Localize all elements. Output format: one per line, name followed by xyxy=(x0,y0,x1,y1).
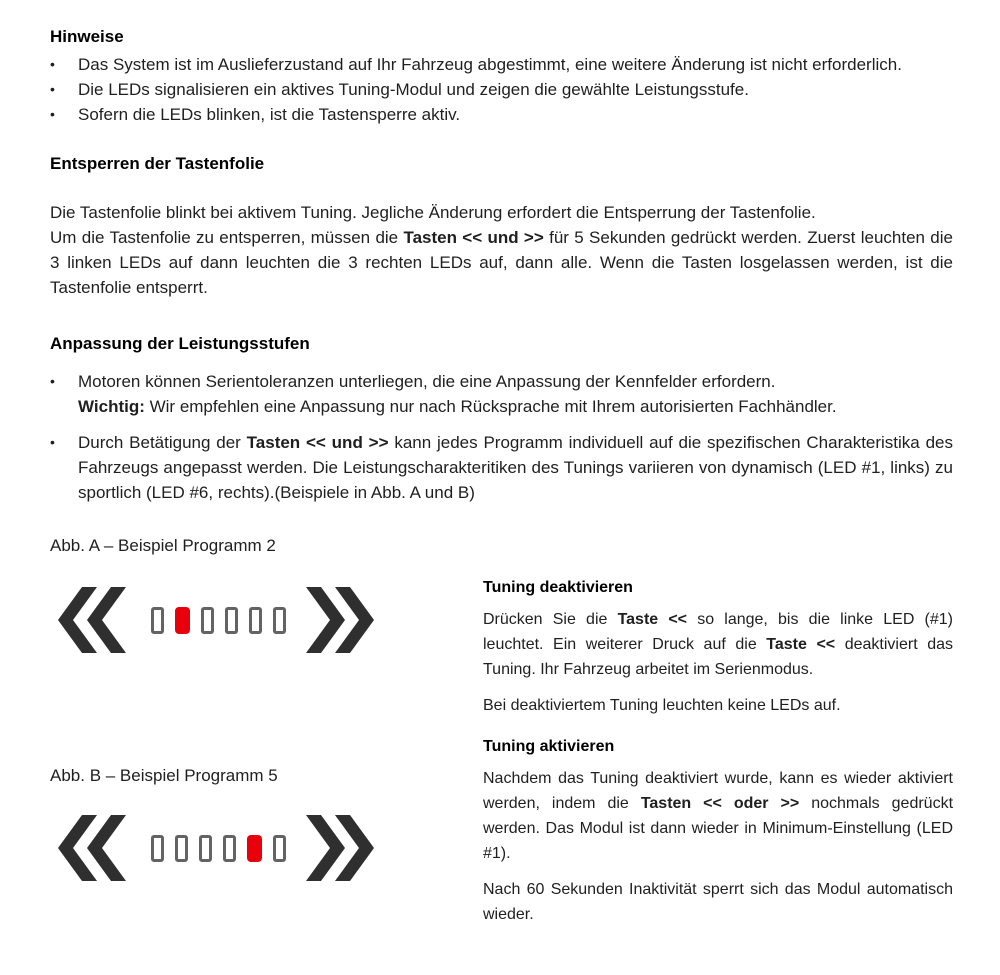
figure-a xyxy=(50,533,483,653)
led-3 xyxy=(199,835,212,862)
bullet-icon: • xyxy=(50,373,55,389)
double-chevron-right-icon xyxy=(306,587,374,653)
tuning-deaktivieren-heading: Tuning deaktivieren xyxy=(483,579,633,596)
bold-text-segment: Taste << xyxy=(766,636,836,653)
text-segment: Durch Betätigung der xyxy=(78,433,247,452)
tuning-aktivieren-note: Nach 60 Sekunden Inaktivität sperrt sich das Modul automatisch wieder. xyxy=(483,881,953,923)
section-anpassung xyxy=(50,331,953,505)
list-item xyxy=(50,52,953,77)
led-2 xyxy=(175,835,188,862)
figure-b-label: Abb. B – Beispiel Programm 5 xyxy=(50,766,278,785)
led-row xyxy=(151,835,286,862)
bold-text-segment: Wichtig: xyxy=(78,397,145,416)
double-chevron-right-icon xyxy=(306,815,374,881)
tuning-column xyxy=(483,575,953,927)
led-6 xyxy=(273,835,286,862)
hinweise-bullet-3: Sofern die LEDs blinken, ist die Tastensperre aktiv. xyxy=(78,105,461,124)
section-entsperren xyxy=(50,151,953,300)
led-3 xyxy=(201,607,214,634)
bold-text-segment: Tasten << oder >> xyxy=(640,795,800,812)
entsperren-line-1: Die Tastenfolie blinkt bei aktivem Tuning. Jegliche Änderung erfordert die Entsperrung der Tastenfolie. xyxy=(50,203,816,222)
led-5-active xyxy=(247,835,262,862)
figures-column xyxy=(50,533,483,927)
bold-text-segment: Taste << xyxy=(617,611,688,628)
anpassung-bullet-2 xyxy=(78,430,953,505)
entsperren-paragraph xyxy=(50,200,953,300)
led-5 xyxy=(249,607,262,634)
tuning-aktivieren-heading: Tuning aktivieren xyxy=(483,738,615,755)
text-segment: nochmals gedrückt werden. Das Modul ist dann wieder in Minimum-Einstellung (LED #1). xyxy=(483,795,954,862)
figure-a-label: Abb. A – Beispiel Programm 2 xyxy=(50,536,276,555)
tuning-deaktivieren-note: Bei deaktiviertem Tuning leuchten keine LEDs auf. xyxy=(483,697,841,714)
anpassung-bullet-1-line-1: Motoren können Serientoleranzen unterliegen, die eine Anpassung der Kennfelder erfordern. xyxy=(78,372,776,391)
two-column-zone xyxy=(50,533,953,927)
led-2-active xyxy=(175,607,190,634)
double-chevron-left-icon xyxy=(58,587,126,653)
figure-b-graphic xyxy=(58,815,483,881)
tuning-aktivieren-paragraph xyxy=(483,766,953,866)
hinweise-bullet-2: Die LEDs signalisieren ein aktives Tuning-Modul und zeigen die gewählte Leistungsstufe. xyxy=(78,80,749,99)
bold-text-segment: Tasten << und >> xyxy=(403,228,544,247)
text-segment: Um die Tastenfolie zu entsperren, müssen die xyxy=(50,228,404,247)
list-item xyxy=(50,102,953,127)
text-segment: Nachdem das Tuning deaktiviert wurde, kann es wieder aktiviert werden, indem die xyxy=(483,770,953,812)
bullet-icon: • xyxy=(50,56,55,72)
bold-text-segment: Tasten << und >> xyxy=(246,433,389,452)
bullet-icon: • xyxy=(50,81,55,97)
hinweise-heading: Hinweise xyxy=(50,27,124,46)
text-segment: kann jedes Programm individuell auf die spezifischen Charakteristika des Fahrzeugs angepasst werden. Die Leistungscharakteritiken des Tunings variieren von dynamisch (LED #1, links) zu sportlich (LED #6, rechts).(Beispiele in Abb. A und B) xyxy=(78,433,953,502)
bullet-icon: • xyxy=(50,106,55,122)
section-hinweise xyxy=(50,24,953,127)
led-1 xyxy=(151,835,164,862)
led-row xyxy=(151,607,286,634)
entsperren-line-2 xyxy=(50,225,953,300)
double-chevron-left-icon xyxy=(58,815,126,881)
text-segment: so lange, bis die linke LED (#1) leuchtet. Ein weiterer Druck auf die xyxy=(483,611,953,653)
anpassung-bullet-1-line-2 xyxy=(78,394,953,419)
hinweise-bullet-1: Das System ist im Auslieferzustand auf Ihr Fahrzeug abgestimmt, eine weitere Änderung ist nicht erforderlich. xyxy=(78,55,902,74)
figure-a-graphic xyxy=(58,587,483,653)
led-4 xyxy=(223,835,236,862)
figure-b xyxy=(50,763,483,881)
anpassung-bullet-1 xyxy=(78,369,953,419)
entsperren-heading: Entsperren der Tastenfolie xyxy=(50,154,265,173)
text-segment: Drücken Sie die xyxy=(483,611,618,628)
text-segment: für 5 Sekunden gedrückt werden. Zuerst leuchten die 3 linken LEDs auf dann leuchten die 3 rechten LEDs auf, dann alle. Wenn die Tasten losgelassen werden, ist die Tastenfolie entsperrt. xyxy=(50,228,953,297)
text-segment: deaktiviert das Tuning. Ihr Fahrzeug arbeitet im Serienmodus. xyxy=(483,636,954,678)
anpassung-heading: Anpassung der Leistungsstufen xyxy=(50,334,310,353)
text-segment: Wir empfehlen eine Anpassung nur nach Rücksprache mit Ihrem autorisierten Fachhändler. xyxy=(144,397,837,416)
tuning-deaktivieren-paragraph xyxy=(483,607,953,682)
list-item xyxy=(50,77,953,102)
led-4 xyxy=(225,607,238,634)
list-item xyxy=(50,430,953,505)
list-item xyxy=(50,369,953,419)
led-1 xyxy=(151,607,164,634)
bullet-icon: • xyxy=(50,434,55,450)
led-6 xyxy=(273,607,286,634)
